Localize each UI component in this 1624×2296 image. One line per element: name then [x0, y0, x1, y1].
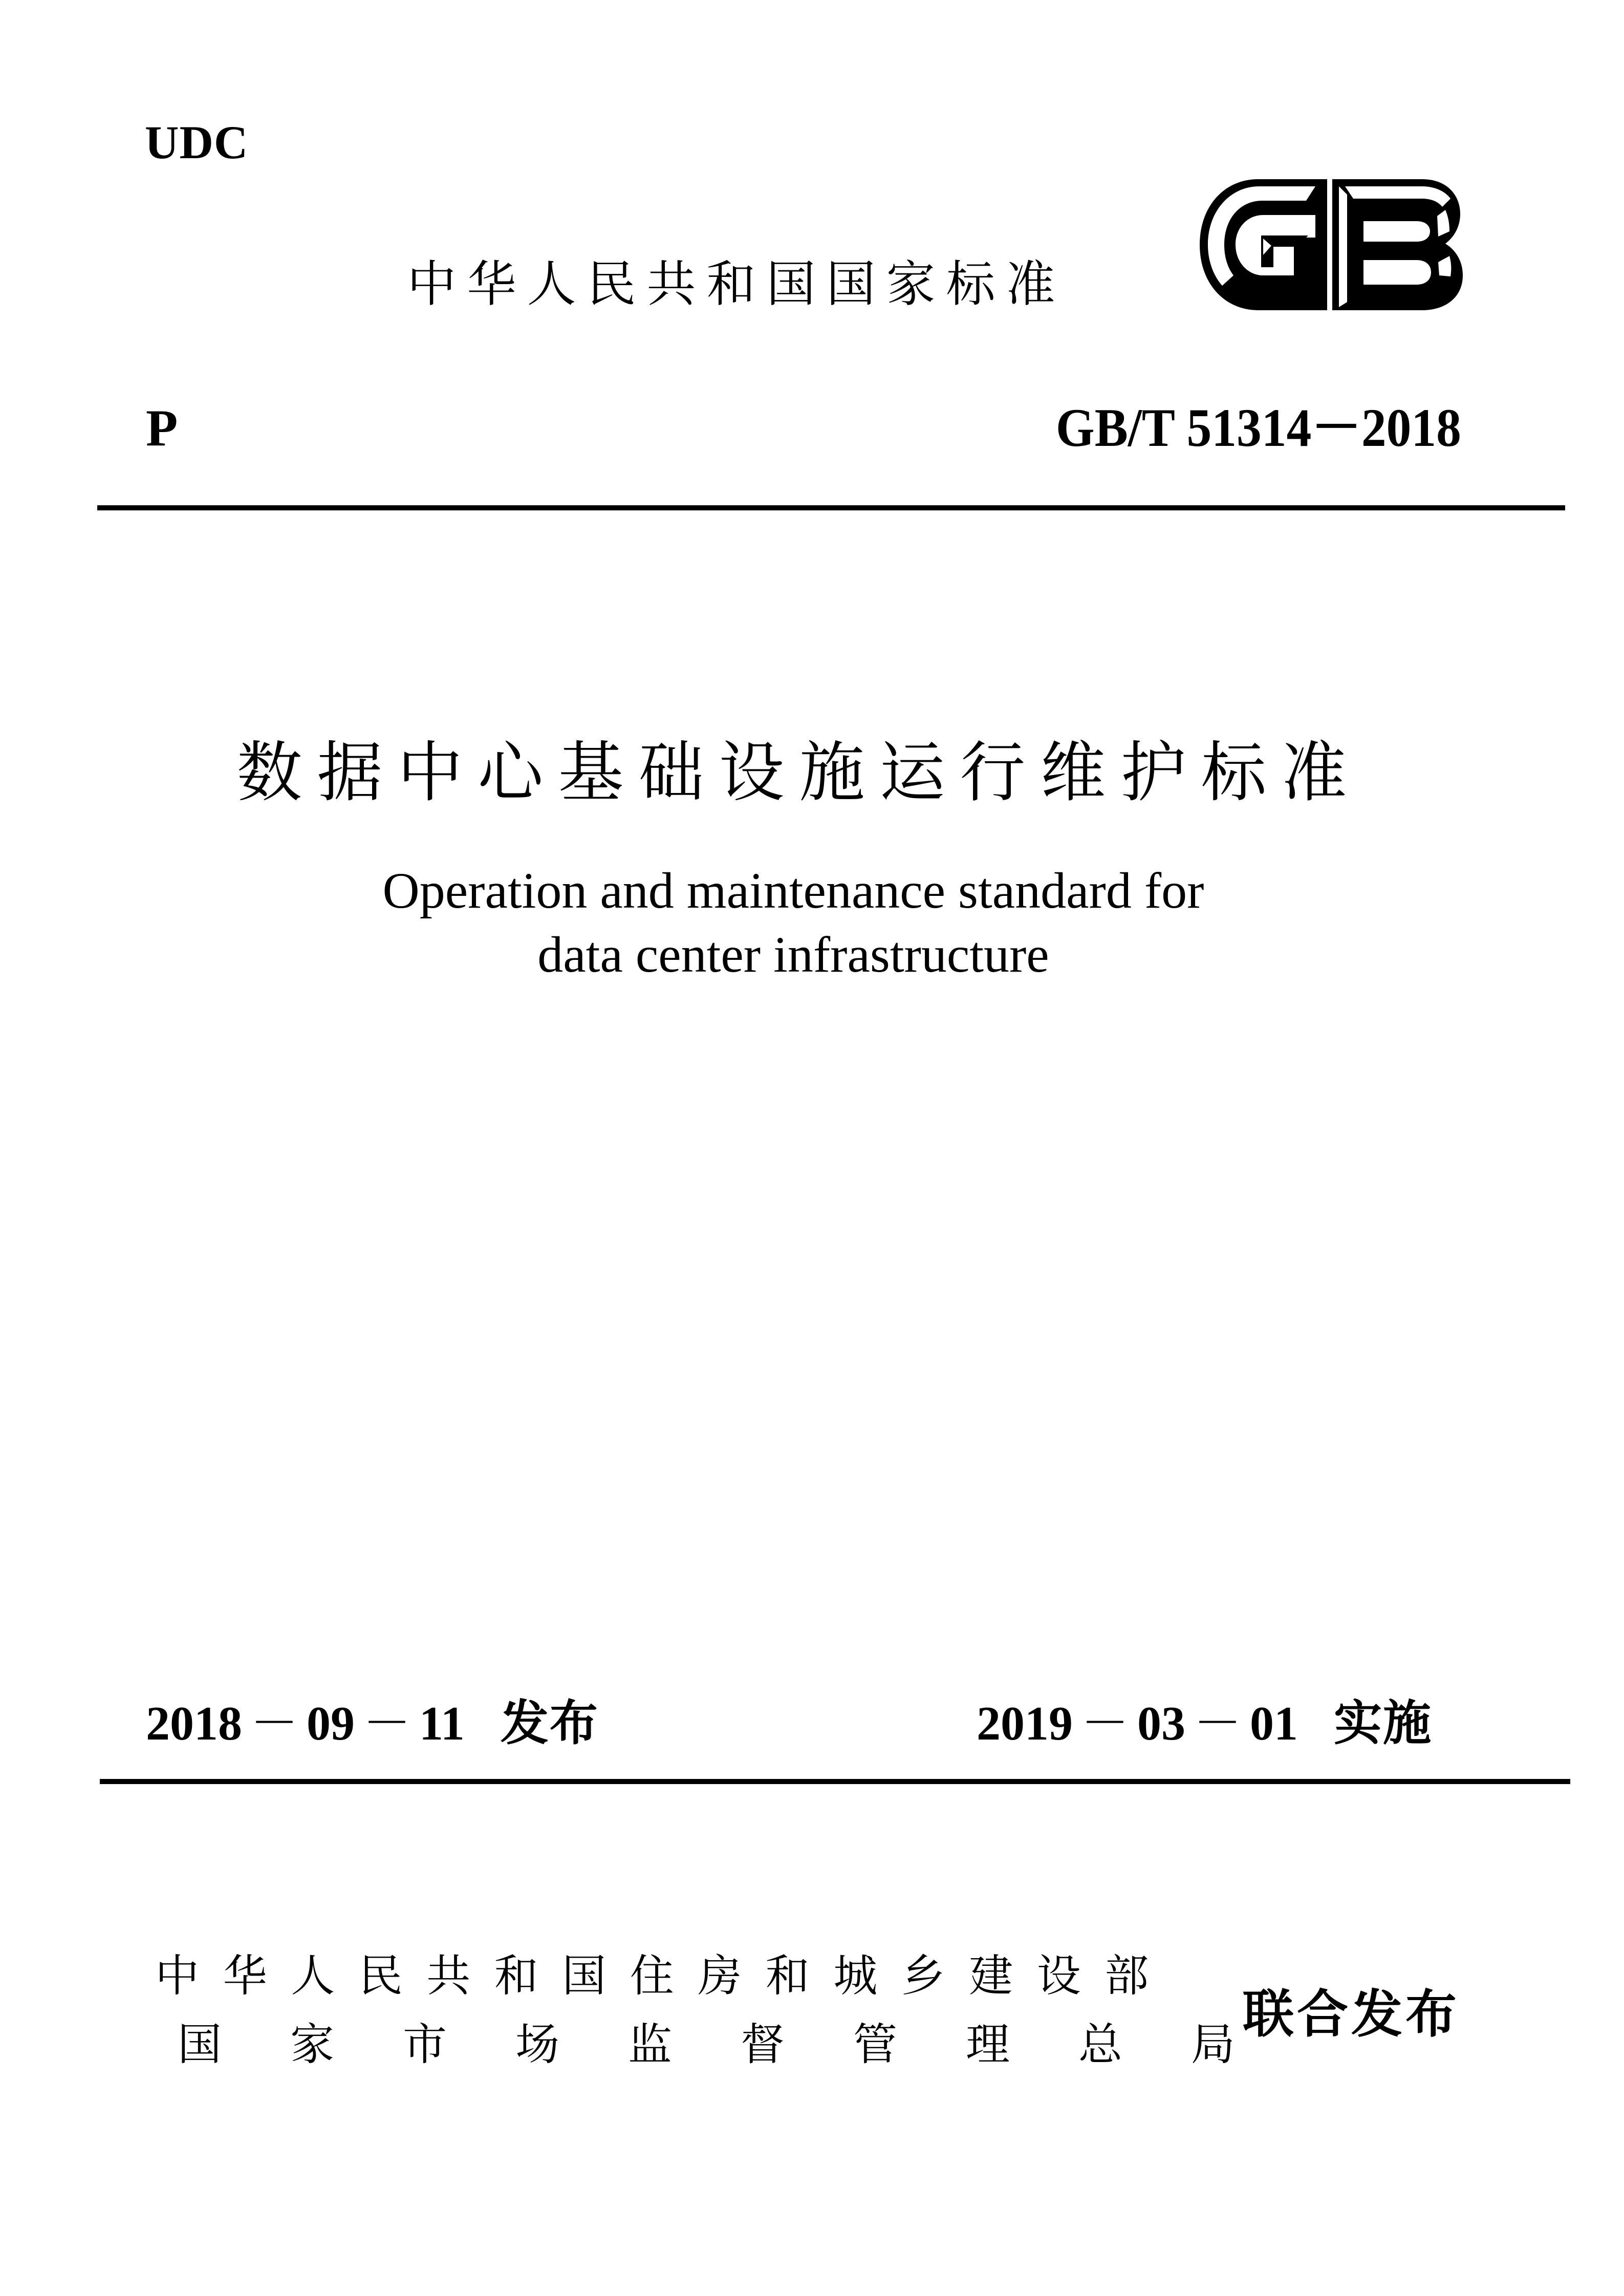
heading-char: 华	[467, 255, 516, 313]
issuer-char: 督	[741, 2019, 785, 2070]
title-english-line-1: Operation and maintenance standard for	[382, 862, 1204, 919]
effective-date	[977, 1696, 1433, 1751]
effective-month: 03	[1137, 1697, 1186, 1750]
bottom-divider	[100, 1779, 1570, 1784]
issuer-char: 总	[1078, 2019, 1122, 2070]
standard-number: GB/T 51314－2018	[1055, 398, 1461, 458]
issuer-char: 华	[223, 1950, 267, 2002]
issuer-char: 中	[155, 1950, 200, 2002]
date-separator: －	[1194, 1697, 1242, 1750]
publish-label: 发布	[500, 1696, 599, 1751]
issuer-char: 民	[358, 1950, 403, 2002]
title-char: 数	[236, 735, 302, 811]
title-char: 施	[799, 735, 865, 811]
title-chinese	[229, 737, 1354, 809]
title-char: 标	[1201, 735, 1267, 811]
top-divider	[97, 505, 1565, 510]
issuer-char: 管	[853, 2019, 897, 2070]
issuer-char: 和	[494, 1950, 538, 2002]
gb-logo-icon	[1197, 175, 1465, 314]
title-char: 设	[719, 735, 785, 811]
date-separator: －	[250, 1697, 299, 1750]
issuer-char: 人	[291, 1950, 335, 2002]
issuer-char: 共	[426, 1950, 471, 2002]
date-separator: －	[1081, 1697, 1130, 1750]
heading-char: 民	[587, 255, 636, 313]
title-char: 维	[1040, 735, 1106, 811]
issuer-char: 家	[290, 2019, 334, 2070]
title-char: 运	[879, 735, 945, 811]
issuer-ministry	[143, 1951, 1161, 2000]
issuer-char: 国	[562, 1950, 607, 2002]
issuer-char: 场	[515, 2019, 559, 2070]
publish-day: 11	[419, 1697, 465, 1750]
issuer-char: 国	[178, 2019, 222, 2070]
publish-year: 2018	[146, 1697, 242, 1750]
heading-char: 家	[886, 255, 936, 313]
issuer-char: 部	[1105, 1950, 1149, 2002]
issuer-char: 监	[628, 2019, 672, 2070]
heading-char: 和	[706, 255, 756, 313]
heading-char: 准	[1006, 255, 1055, 313]
heading-char: 国	[766, 255, 816, 313]
title-char: 准	[1281, 735, 1347, 811]
national-standard-heading	[402, 256, 1060, 312]
udc-label: UDC	[145, 116, 249, 168]
issuer-char: 局	[1191, 2019, 1235, 2070]
title-english-line-2: data center infrastructure	[537, 926, 1049, 983]
issuer-char: 设	[1036, 1950, 1081, 2002]
issuer-char: 建	[969, 1950, 1013, 2002]
date-separator: －	[363, 1697, 412, 1750]
classification-code: P	[146, 399, 178, 457]
heading-char: 共	[646, 255, 696, 313]
title-char: 心	[478, 735, 544, 811]
heading-char: 标	[946, 255, 995, 313]
issuer-char: 和	[765, 1950, 810, 2002]
title-char: 基	[558, 735, 624, 811]
heading-char: 国	[826, 255, 876, 313]
issuer-market-regulation	[143, 2020, 1269, 2069]
issuer-char: 市	[403, 2019, 447, 2070]
effective-year: 2019	[977, 1697, 1073, 1750]
effective-label: 实施	[1334, 1696, 1433, 1751]
heading-char: 中	[407, 255, 457, 313]
issuer-char: 房	[698, 1950, 742, 2002]
title-char: 据	[317, 735, 383, 811]
publish-date	[146, 1696, 599, 1751]
heading-char: 人	[527, 255, 576, 313]
issuer-char: 城	[833, 1950, 878, 2002]
effective-day: 01	[1250, 1697, 1298, 1750]
title-char: 础	[638, 735, 704, 811]
title-char: 中	[397, 735, 463, 811]
title-char: 护	[1120, 735, 1186, 811]
title-char: 行	[960, 735, 1026, 811]
issuer-char: 乡	[901, 1950, 945, 2002]
issuer-char: 住	[630, 1950, 674, 2002]
joint-publish-label: 联合发布	[1243, 1984, 1460, 2044]
publish-month: 09	[307, 1697, 355, 1750]
issuer-char: 理	[966, 2019, 1010, 2070]
